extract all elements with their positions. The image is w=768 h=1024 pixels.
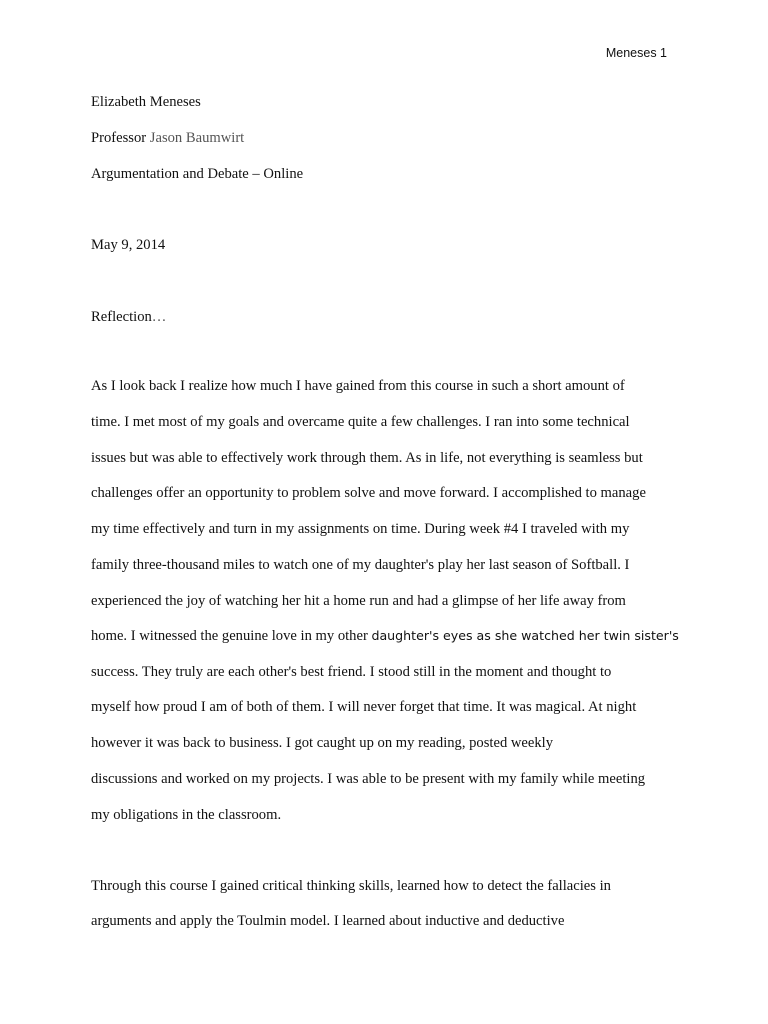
- professor-line: [91, 129, 244, 147]
- document-date: May 9, 2014: [91, 237, 166, 253]
- course-name: Argumentation and Debate – Online: [91, 166, 304, 182]
- paragraph-1-line: time. I met most of my goals and overcame quite a few challenges. I ran into some technical: [91, 414, 630, 430]
- paragraph-1-line: [91, 627, 679, 645]
- paragraph-1-line: my time effectively and turn in my assignments on time. During week #4 I traveled with my: [91, 521, 630, 537]
- paragraph-1-line: family three-thousand miles to watch one of my daughter's play her last season of Softball. I: [91, 557, 630, 573]
- document-title: [91, 308, 166, 326]
- paragraph-1-line: however it was back to business. I got caught up on my reading, posted weekly: [91, 735, 554, 751]
- professor-prefix: Professor: [91, 130, 150, 146]
- title-text: Reflection: [91, 309, 152, 325]
- paragraph-1-line: my obligations in the classroom.: [91, 807, 282, 823]
- paragraph-1-line: discussions and worked on my projects. I was able to be present with my family while meeting: [91, 771, 646, 787]
- paragraph-1-line: myself how proud I am of both of them. I will never forget that time. It was magical. At night: [91, 699, 637, 715]
- line-head: home. I witnessed the genuine love in my other: [91, 628, 372, 644]
- paragraph-1-line: success. They truly are each other's best friend. I stood still in the moment and thought to: [91, 664, 612, 680]
- line-tail: daughter's eyes as she watched her twin sister's: [371, 628, 679, 643]
- paragraph-1-line: challenges offer an opportunity to problem solve and move forward. I accomplished to manage: [91, 485, 646, 501]
- paragraph-1-line: experienced the joy of watching her hit a home run and had a glimpse of her life away from: [91, 593, 626, 609]
- paragraph-2-line: arguments and apply the Toulmin model. I learned about inductive and deductive: [91, 913, 565, 929]
- professor-name: Jason Baumwirt: [149, 130, 245, 146]
- title-ellipsis: …: [151, 309, 167, 325]
- paragraph-1-line: As I look back I realize how much I have gained from this course in such a short amount of: [91, 378, 625, 394]
- paragraph-1-line: issues but was able to effectively work through them. As in life, not everything is seamless but: [91, 450, 643, 466]
- paragraph-2-line: Through this course I gained critical thinking skills, learned how to detect the fallacies in: [91, 878, 611, 894]
- running-header: Meneses 1: [605, 46, 667, 60]
- author-name: Elizabeth Meneses: [91, 94, 201, 110]
